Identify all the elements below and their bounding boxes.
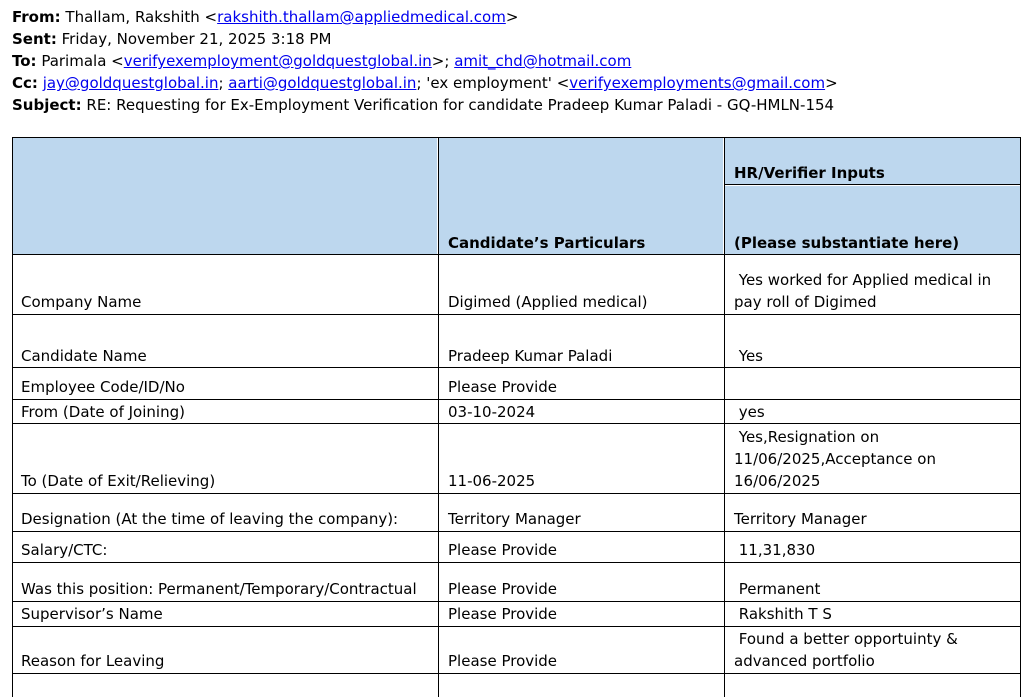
field-company-name: Company Name [21,293,142,311]
row-divider [12,314,1021,315]
verifier-position-type: Permanent [734,580,821,598]
candidate-designation: Territory Manager [448,510,581,528]
row-divider [12,626,1021,627]
field-date-of-exit: To (Date of Exit/Relieving) [21,472,216,490]
verifier-designation: Territory Manager [734,510,867,528]
from-email-link[interactable]: rakshith.thallam@appliedmedical.com [217,8,506,26]
subject-label: Subject: [12,96,82,114]
row-divider [12,423,1021,424]
verifier-reason-for-leaving-1: Found a better opportuinty & [734,630,958,648]
verifier-reason-for-leaving-2: advanced portfolio [734,652,875,670]
verifier-date-of-exit-2: 11/06/2025,Acceptance on [734,450,936,468]
row-divider [12,562,1021,563]
candidate-supervisor-name: Please Provide [448,605,558,623]
to-label: To: [12,52,37,70]
candidate-date-of-exit: 11-06-2025 [448,472,536,490]
table-border-right [1020,137,1021,697]
verifier-salary: 11,31,830 [734,541,816,559]
field-reason-for-leaving: Reason for Leaving [21,652,165,670]
verifier-date-of-exit-1: Yes,Resignation on [734,428,880,446]
candidate-salary: Please Provide [448,541,558,559]
subject-line [12,94,838,116]
header-verifier-inputs: HR/Verifier Inputs [734,164,885,182]
row-divider [12,254,1021,255]
row-divider [12,673,1021,674]
table-border-top [12,137,1021,138]
candidate-company-name: Digimed (Applied medical) [448,293,648,311]
cc-email-link-3[interactable]: verifyexemployments@gmail.com [569,74,826,92]
to-name: Parimala < [41,52,124,70]
header-divider [724,184,1021,185]
cc-sep-1: ; [218,74,229,92]
cc-sep-2: ; 'ex employment' < [416,74,570,92]
from-line [12,6,838,28]
field-salary: Salary/CTC: [21,541,108,559]
verifier-company-name-1: Yes worked for Applied medical in [734,271,992,289]
candidate-reason-for-leaving: Please Provide [448,652,558,670]
candidate-employee-code: Please Provide [448,378,558,396]
row-divider [12,399,1021,400]
verification-table [12,137,1021,697]
to-line [12,50,838,72]
column-divider-1 [438,137,439,697]
field-employee-code: Employee Code/ID/No [21,378,185,396]
from-tail: > [505,8,519,26]
cc-label: Cc: [12,74,38,92]
verifier-supervisor-name: Rakshith T S [734,605,832,623]
cc-line [12,72,838,94]
candidate-candidate-name: Pradeep Kumar Paladi [448,347,613,365]
verifier-candidate-name: Yes [734,347,763,365]
sent-value: Friday, November 21, 2025 3:18 PM [61,30,332,48]
header-substantiate: (Please substantiate here) [734,234,960,252]
field-supervisor-name: Supervisor’s Name [21,605,163,623]
row-divider [12,531,1021,532]
verifier-date-of-joining: yes [734,403,765,421]
to-email-link-2[interactable]: amit_chd@hotmail.com [454,52,632,70]
field-position-type: Was this position: Permanent/Temporary/Contractual [21,580,417,598]
to-sep: >; [431,52,455,70]
field-date-of-joining: From (Date of Joining) [21,403,185,421]
header-cell-field [13,138,437,254]
to-email-link-1[interactable]: verifyexemployment@goldquestglobal.in [123,52,432,70]
column-divider-2 [724,137,725,697]
from-name: Thallam, Rakshith < [65,8,218,26]
subject-value: RE: Requesting for Ex-Employment Verification for candidate Pradeep Kumar Paladi - GQ-HMLN-154 [86,96,835,114]
from-label: From: [12,8,61,26]
table-border-left [12,137,13,697]
verifier-company-name-2: pay roll of Digimed [734,293,877,311]
row-divider [12,601,1021,602]
field-designation: Designation (At the time of leaving the company): [21,510,399,528]
candidate-date-of-joining: 03-10-2024 [448,403,536,421]
sent-line [12,28,838,50]
candidate-position-type: Please Provide [448,580,558,598]
sent-label: Sent: [12,30,57,48]
cc-email-link-1[interactable]: jay@goldquestglobal.in [42,74,219,92]
row-divider [12,493,1021,494]
cc-email-link-2[interactable]: aarti@goldquestglobal.in [228,74,417,92]
field-candidate-name: Candidate Name [21,347,147,365]
cc-tail: > [825,74,838,92]
email-header [12,6,838,116]
header-candidate-particulars: Candidate’s Particulars [448,234,646,252]
verifier-date-of-exit-3: 16/06/2025 [734,472,821,490]
row-divider [12,367,1021,368]
